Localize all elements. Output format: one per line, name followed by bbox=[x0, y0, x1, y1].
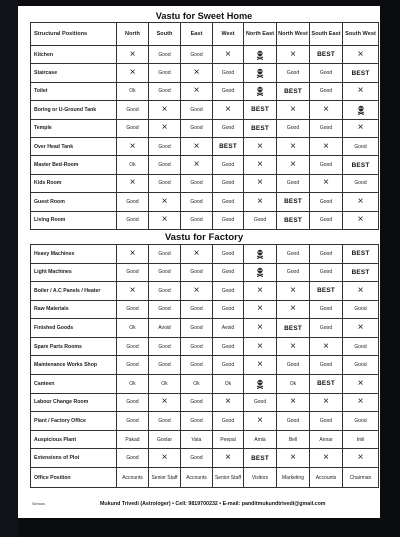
value-cell: Good bbox=[310, 82, 343, 100]
value-cell: Good bbox=[117, 119, 149, 137]
cross-icon: × bbox=[149, 119, 181, 137]
value-cell: Good bbox=[149, 244, 181, 263]
cross-icon: × bbox=[343, 375, 379, 394]
value-cell: Good bbox=[277, 263, 310, 282]
cross-icon: × bbox=[343, 449, 379, 468]
table-row bbox=[31, 300, 379, 319]
value-cell: Good bbox=[343, 137, 379, 155]
value-cell: Imli bbox=[343, 430, 379, 449]
cross-icon: × bbox=[244, 137, 277, 155]
value-cell: Good bbox=[244, 393, 277, 412]
table-row bbox=[31, 64, 379, 82]
cross-icon: × bbox=[181, 244, 213, 263]
cross-icon: × bbox=[310, 449, 343, 468]
value-cell: Good bbox=[277, 64, 310, 82]
table-row bbox=[31, 282, 379, 301]
value-cell: Accounts bbox=[117, 468, 149, 488]
row-label: Finished Goods bbox=[31, 319, 117, 338]
value-cell: Good bbox=[117, 211, 149, 229]
value-cell: Good bbox=[181, 119, 213, 137]
value-cell: Ok bbox=[149, 375, 181, 394]
value-cell: Goolar bbox=[149, 430, 181, 449]
best-cell: BEST bbox=[310, 375, 343, 394]
factory-title: Vastu for Factory bbox=[164, 231, 244, 243]
row-label: Canteen bbox=[31, 375, 117, 394]
cross-icon: × bbox=[117, 244, 149, 263]
value-cell: Vata bbox=[181, 430, 213, 449]
value-cell: Good bbox=[181, 101, 213, 119]
best-cell: BEST bbox=[310, 282, 343, 301]
table-row bbox=[31, 430, 379, 449]
value-cell: Ok bbox=[117, 156, 149, 174]
best-cell: BEST bbox=[277, 82, 310, 100]
row-label: Temple bbox=[31, 119, 117, 137]
row-label: Heavy Machines bbox=[31, 244, 117, 263]
cross-icon: × bbox=[117, 174, 149, 192]
value-cell: Good bbox=[310, 244, 343, 263]
cross-icon: × bbox=[149, 193, 181, 211]
cross-icon: × bbox=[117, 46, 149, 64]
cross-icon: × bbox=[343, 282, 379, 301]
value-cell: Avoid bbox=[213, 319, 244, 338]
cross-icon: × bbox=[277, 156, 310, 174]
table-row bbox=[31, 46, 379, 64]
value-cell: Ok bbox=[181, 375, 213, 394]
value-cell: Good bbox=[117, 300, 149, 319]
value-cell: Good bbox=[310, 319, 343, 338]
cross-icon: × bbox=[277, 137, 310, 155]
cross-icon: × bbox=[310, 393, 343, 412]
footer-logo: Serious bbox=[32, 502, 45, 506]
cross-icon: × bbox=[277, 46, 310, 64]
value-cell: Good bbox=[181, 300, 213, 319]
value-cell: Good bbox=[277, 412, 310, 431]
value-cell: Good bbox=[213, 174, 244, 192]
cross-icon: × bbox=[310, 101, 343, 119]
factory-table bbox=[30, 244, 379, 488]
cross-icon: × bbox=[117, 64, 149, 82]
value-cell: Amla bbox=[244, 430, 277, 449]
cross-icon: × bbox=[149, 393, 181, 412]
value-cell: Good bbox=[181, 263, 213, 282]
row-label: Office Position bbox=[31, 468, 117, 488]
value-cell: Accounts bbox=[181, 468, 213, 488]
cross-icon: × bbox=[310, 174, 343, 192]
table-row bbox=[31, 119, 379, 137]
skull-crossbones-icon bbox=[343, 101, 379, 119]
value-cell: Good bbox=[213, 263, 244, 282]
value-cell: Good bbox=[149, 282, 181, 301]
value-cell: Good bbox=[149, 412, 181, 431]
value-cell: Good bbox=[244, 211, 277, 229]
cross-icon: × bbox=[244, 412, 277, 431]
sweet-home-header-row bbox=[31, 23, 379, 46]
table-row bbox=[31, 412, 379, 431]
value-cell: Good bbox=[310, 64, 343, 82]
table-row bbox=[31, 263, 379, 282]
value-cell: Accounts bbox=[310, 468, 343, 488]
row-label: Toilet bbox=[31, 82, 117, 100]
value-cell: Annar bbox=[310, 430, 343, 449]
value-cell: Good bbox=[117, 356, 149, 375]
table-row bbox=[31, 393, 379, 412]
value-cell: Good bbox=[213, 119, 244, 137]
sweet-home-title: Vastu for Sweet Home bbox=[155, 11, 253, 21]
table-row bbox=[31, 449, 379, 468]
value-cell: Visitors bbox=[244, 468, 277, 488]
value-cell: Good bbox=[343, 356, 379, 375]
row-label: Auspicious Plant bbox=[31, 430, 117, 449]
value-cell: Good bbox=[213, 64, 244, 82]
header-direction: South bbox=[149, 23, 181, 46]
header-direction: North bbox=[117, 23, 149, 46]
cross-icon: × bbox=[149, 101, 181, 119]
cross-icon: × bbox=[310, 137, 343, 155]
skull-crossbones-icon bbox=[244, 46, 277, 64]
value-cell: Good bbox=[149, 156, 181, 174]
cross-icon: × bbox=[343, 319, 379, 338]
value-cell: Good bbox=[181, 356, 213, 375]
value-cell: Good bbox=[213, 412, 244, 431]
header-direction: East bbox=[181, 23, 213, 46]
cross-icon: × bbox=[244, 300, 277, 319]
value-cell: Good bbox=[310, 356, 343, 375]
best-cell: BEST bbox=[277, 211, 310, 229]
footer-contact: Mukund Trivedi (Astrologer) • Cell: 9819700232 • E-mail: panditmukundtrivedi@gmail.com bbox=[100, 501, 326, 507]
best-cell: BEST bbox=[343, 64, 379, 82]
cross-icon: × bbox=[343, 393, 379, 412]
value-cell: Good bbox=[277, 244, 310, 263]
value-cell: Good bbox=[310, 412, 343, 431]
row-label: Boiler / A.C Panels / Heater bbox=[31, 282, 117, 301]
skull-crossbones-icon bbox=[244, 82, 277, 100]
cross-icon: × bbox=[213, 449, 244, 468]
value-cell: Good bbox=[181, 319, 213, 338]
value-cell: Pakad bbox=[117, 430, 149, 449]
cross-icon: × bbox=[244, 337, 277, 356]
value-cell: Good bbox=[343, 412, 379, 431]
cross-icon: × bbox=[117, 137, 149, 155]
cross-icon: × bbox=[244, 282, 277, 301]
value-cell: Good bbox=[181, 174, 213, 192]
value-cell: Good bbox=[181, 193, 213, 211]
row-label: Living Room bbox=[31, 211, 117, 229]
value-cell: Good bbox=[149, 300, 181, 319]
cross-icon: × bbox=[149, 449, 181, 468]
value-cell: Good bbox=[277, 174, 310, 192]
value-cell: Good bbox=[149, 263, 181, 282]
row-label: Extensions of Plot bbox=[31, 449, 117, 468]
cross-icon: × bbox=[181, 156, 213, 174]
sweet-home-table bbox=[30, 22, 379, 230]
cross-icon: × bbox=[343, 211, 379, 229]
value-cell: Good bbox=[117, 393, 149, 412]
value-cell: Avoid bbox=[149, 319, 181, 338]
value-cell: Good bbox=[117, 337, 149, 356]
cross-icon: × bbox=[343, 46, 379, 64]
value-cell: Good bbox=[181, 46, 213, 64]
value-cell: Good bbox=[117, 101, 149, 119]
cross-icon: × bbox=[277, 300, 310, 319]
skull-crossbones-icon bbox=[244, 375, 277, 394]
table-row bbox=[31, 375, 379, 394]
cross-icon: × bbox=[244, 356, 277, 375]
table-row bbox=[31, 319, 379, 338]
header-direction: North West bbox=[277, 23, 310, 46]
value-cell: Good bbox=[117, 449, 149, 468]
value-cell: Good bbox=[310, 211, 343, 229]
best-cell: BEST bbox=[244, 449, 277, 468]
footer bbox=[30, 500, 378, 512]
cross-icon: × bbox=[244, 193, 277, 211]
value-cell: Good bbox=[213, 300, 244, 319]
value-cell: Good bbox=[310, 193, 343, 211]
value-cell: Good bbox=[310, 119, 343, 137]
cross-icon: × bbox=[244, 156, 277, 174]
cross-icon: × bbox=[277, 282, 310, 301]
row-label: Labour Change Room bbox=[31, 393, 117, 412]
cross-icon: × bbox=[181, 82, 213, 100]
value-cell: Chairman bbox=[343, 468, 379, 488]
value-cell: Good bbox=[213, 193, 244, 211]
value-cell: Ok bbox=[117, 82, 149, 100]
header-direction: South West bbox=[343, 23, 379, 46]
row-label: Light Machines bbox=[31, 263, 117, 282]
table-row bbox=[31, 156, 379, 174]
skull-crossbones-icon bbox=[244, 64, 277, 82]
value-cell: Ok bbox=[277, 375, 310, 394]
header-direction: South East bbox=[310, 23, 343, 46]
value-cell: Good bbox=[149, 64, 181, 82]
cross-icon: × bbox=[213, 393, 244, 412]
value-cell: Ok bbox=[213, 375, 244, 394]
cross-icon: × bbox=[181, 282, 213, 301]
row-label: Kitchen bbox=[31, 46, 117, 64]
table-row bbox=[31, 137, 379, 155]
row-label: Maintenance Works Shop bbox=[31, 356, 117, 375]
table-row bbox=[31, 82, 379, 100]
value-cell: Good bbox=[181, 412, 213, 431]
value-cell: Ok bbox=[117, 319, 149, 338]
row-label: Guest Room bbox=[31, 193, 117, 211]
table-row bbox=[31, 468, 379, 488]
value-cell: Good bbox=[117, 263, 149, 282]
value-cell: Good bbox=[149, 356, 181, 375]
value-cell: Senior Staff bbox=[213, 468, 244, 488]
value-cell: Good bbox=[213, 244, 244, 263]
value-cell: Senior Staff bbox=[149, 468, 181, 488]
value-cell: Good bbox=[181, 337, 213, 356]
table-row bbox=[31, 193, 379, 211]
best-cell: BEST bbox=[343, 156, 379, 174]
value-cell: Good bbox=[117, 193, 149, 211]
best-cell: BEST bbox=[277, 193, 310, 211]
value-cell: Good bbox=[343, 337, 379, 356]
value-cell: Good bbox=[213, 337, 244, 356]
cross-icon: × bbox=[149, 211, 181, 229]
table-row bbox=[31, 356, 379, 375]
value-cell: Good bbox=[213, 282, 244, 301]
best-cell: BEST bbox=[244, 101, 277, 119]
value-cell: Good bbox=[277, 356, 310, 375]
value-cell: Good bbox=[149, 46, 181, 64]
value-cell: Good bbox=[213, 356, 244, 375]
row-label: Spare Parts Rooms bbox=[31, 337, 117, 356]
row-label: Boring or U-Ground Tank bbox=[31, 101, 117, 119]
cross-icon: × bbox=[343, 193, 379, 211]
skull-crossbones-icon bbox=[244, 263, 277, 282]
row-label: Raw Materials bbox=[31, 300, 117, 319]
cross-icon: × bbox=[213, 101, 244, 119]
row-label: Over Head Tank bbox=[31, 137, 117, 155]
table-row bbox=[31, 174, 379, 192]
value-cell: Good bbox=[343, 300, 379, 319]
cross-icon: × bbox=[244, 174, 277, 192]
header-structural-positions: Structural Positions bbox=[31, 23, 117, 46]
cross-icon: × bbox=[310, 337, 343, 356]
value-cell: Marketing bbox=[277, 468, 310, 488]
value-cell: Good bbox=[310, 300, 343, 319]
value-cell: Good bbox=[149, 337, 181, 356]
cross-icon: × bbox=[181, 137, 213, 155]
value-cell: Ok bbox=[117, 375, 149, 394]
value-cell: Good bbox=[310, 156, 343, 174]
header-direction: West bbox=[213, 23, 244, 46]
value-cell: Good bbox=[117, 412, 149, 431]
value-cell: Good bbox=[181, 393, 213, 412]
table-row bbox=[31, 244, 379, 263]
value-cell: Good bbox=[149, 82, 181, 100]
row-label: Plant / Factory Office bbox=[31, 412, 117, 431]
value-cell: Good bbox=[181, 211, 213, 229]
skull-crossbones-icon bbox=[244, 244, 277, 263]
best-cell: BEST bbox=[343, 244, 379, 263]
best-cell: BEST bbox=[310, 46, 343, 64]
best-cell: BEST bbox=[277, 319, 310, 338]
best-cell: BEST bbox=[244, 119, 277, 137]
cross-icon: × bbox=[213, 46, 244, 64]
cross-icon: × bbox=[181, 64, 213, 82]
value-cell: Bell bbox=[277, 430, 310, 449]
row-label: Kids Room bbox=[31, 174, 117, 192]
header-direction: North East bbox=[244, 23, 277, 46]
cross-icon: × bbox=[277, 101, 310, 119]
table-row bbox=[31, 211, 379, 229]
value-cell: Good bbox=[149, 174, 181, 192]
value-cell: Good bbox=[181, 449, 213, 468]
cross-icon: × bbox=[277, 393, 310, 412]
cross-icon: × bbox=[277, 449, 310, 468]
table-row bbox=[31, 337, 379, 356]
value-cell: Good bbox=[277, 119, 310, 137]
value-cell: Good bbox=[213, 82, 244, 100]
value-cell: Good bbox=[310, 263, 343, 282]
cross-icon: × bbox=[244, 319, 277, 338]
cross-icon: × bbox=[343, 119, 379, 137]
row-label: Master Bed-Room bbox=[31, 156, 117, 174]
dark-border-right bbox=[386, 0, 400, 537]
value-cell: Good bbox=[213, 156, 244, 174]
cross-icon: × bbox=[343, 82, 379, 100]
value-cell: Peepal bbox=[213, 430, 244, 449]
vastu-chart-sheet bbox=[18, 6, 380, 518]
table-row bbox=[31, 101, 379, 119]
row-label: Staircase bbox=[31, 64, 117, 82]
value-cell: Good bbox=[149, 137, 181, 155]
cross-icon: × bbox=[117, 282, 149, 301]
dark-strip-mark bbox=[0, 455, 14, 475]
best-cell: BEST bbox=[213, 137, 244, 155]
value-cell: Good bbox=[343, 174, 379, 192]
value-cell: Good bbox=[213, 211, 244, 229]
best-cell: BEST bbox=[343, 263, 379, 282]
cross-icon: × bbox=[277, 337, 310, 356]
